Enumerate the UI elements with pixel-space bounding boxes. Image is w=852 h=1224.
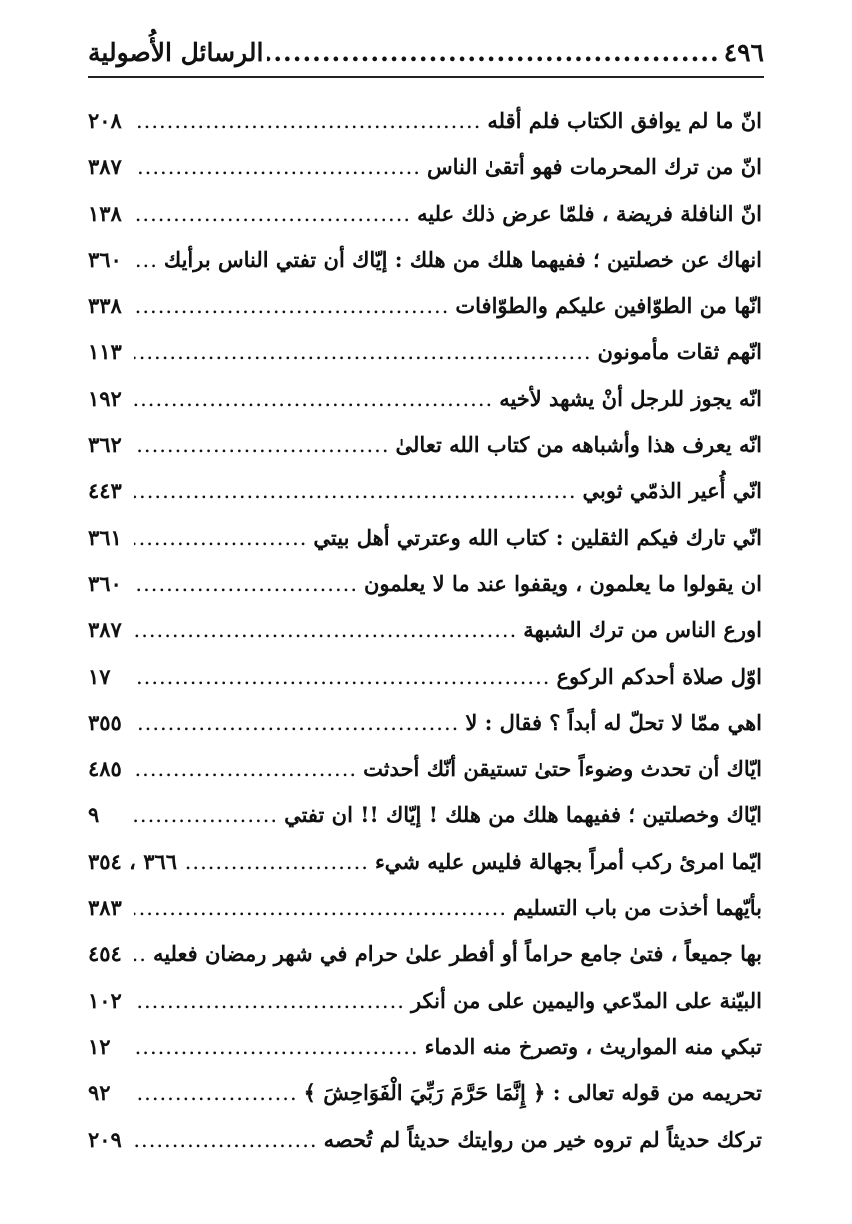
entry-text: البيّنة على المدّعي واليمين على من أنكر <box>410 987 762 1013</box>
entry-page-number: ١٣٨ <box>88 200 122 226</box>
entry-text: ان يقولوا ما يعلمون ، ويقفوا عند ما لا يعلمون <box>364 570 762 596</box>
index-entry <box>88 941 762 987</box>
entry-page-number: ٣٣٨ <box>88 293 122 319</box>
entry-text: انّ ما لم يوافق الكتاب فلم أقله <box>487 108 762 133</box>
entry-text: انّ النافلة فريضة ، فلمّا عرض ذلك عليه <box>417 200 762 226</box>
entry-page-number: ٣٦٠ <box>88 246 122 272</box>
leader-dots <box>134 618 517 642</box>
leader-dots <box>134 942 147 966</box>
entry-text: انهاك عن خصلتين ؛ ففيهما هلك من هلك : إيّاك أن تفتي الناس برأيك <box>163 246 762 272</box>
index-entry <box>88 108 762 154</box>
index-entry <box>88 1080 762 1126</box>
leader-dots <box>134 248 158 272</box>
index-entry <box>88 432 762 478</box>
index-entry <box>88 802 762 848</box>
entry-page-number: ٣٨٧ <box>88 154 122 180</box>
entry-text: اوّل صلاة أحدكم الركوع <box>556 663 762 689</box>
entry-text: انّي تارك فيكم الثقلين : كتاب الله وعترتي أهل بيتي <box>313 524 762 550</box>
entry-text: انّهم ثقات مأمونون <box>597 339 762 365</box>
leader-dots <box>134 479 577 503</box>
entry-page-number: ١٧ <box>88 663 111 689</box>
leader-dots <box>134 340 592 364</box>
index-entry <box>88 571 762 617</box>
leader-dots <box>134 572 358 596</box>
entry-text: اورع الناس من ترك الشبهة <box>523 617 762 643</box>
entry-text: انّه يجوز للرجل أنْ يشهد لأخيه <box>499 385 762 411</box>
entry-text: تركك حديثاً لم تروه خير من روايتك حديثاً لم تُحصه <box>323 1126 762 1152</box>
entry-page-number: ٣٦٦ ، ٣٥٤ <box>88 848 178 874</box>
entry-text: ايّما امرئ ركب أمراً بجهالة فليس عليه شيء <box>374 848 762 874</box>
leader-dots <box>134 155 421 179</box>
entry-text: تحريمه من قوله تعالى : ﴿ إِنَّمَا حَرَّمَ رَبِّيَ الْفَوَاحِشَ ﴾ <box>303 1080 762 1106</box>
entry-text: ايّاك أن تحدث وضوءاً حتىٰ تستيقن أنّك أحدثت <box>363 756 762 782</box>
leader-dots <box>134 109 481 133</box>
index-entry <box>88 710 762 756</box>
entry-text: انّه يعرف هذا وأشباهه من كتاب الله تعالىٰ <box>395 432 762 458</box>
leader-dots <box>134 989 405 1013</box>
leader-dots <box>134 711 459 735</box>
leader-dots <box>134 803 278 827</box>
entry-page-number: ١٠٢ <box>88 987 122 1013</box>
entry-page-number: ١٩٢ <box>88 385 122 411</box>
index-entry <box>88 201 762 247</box>
entry-text: ايّاك وخصلتين ؛ ففيهما هلك من هلك ! إيّاك !! ان تفتي <box>284 802 762 828</box>
running-title: الرسائل الأُصولية <box>88 38 264 67</box>
page-number: ٤٩٦ <box>723 38 764 67</box>
leader-dots <box>134 757 357 781</box>
index-entry <box>88 478 762 524</box>
index-entry <box>88 293 762 339</box>
leader-dots <box>183 850 369 874</box>
entry-page-number: ٤٤٣ <box>88 478 122 504</box>
entry-page-number: ٣٦١ <box>88 524 122 550</box>
entry-text: انّ من ترك المحرمات فهو أتقىٰ الناس <box>426 154 762 180</box>
entry-page-number: ٣٦٠ <box>88 570 122 596</box>
leader-dots <box>267 38 719 67</box>
index-entry <box>88 339 762 385</box>
leader-dots <box>134 294 449 318</box>
leader-dots <box>134 665 550 689</box>
entry-page-number: ١١٣ <box>88 339 122 365</box>
leader-dots <box>134 896 507 920</box>
entry-page-number: ٢٠٨ <box>88 108 122 133</box>
leader-dots <box>134 433 390 457</box>
index-entry <box>88 988 762 1034</box>
entry-text: انّها من الطوّافين عليكم والطوّافات <box>455 293 762 319</box>
leader-dots <box>134 1128 318 1152</box>
leader-dots <box>134 1035 419 1059</box>
index-entry <box>88 154 762 200</box>
leader-dots <box>134 202 411 226</box>
entry-page-number: ٣٥٥ <box>88 709 122 735</box>
entry-page-number: ٩ <box>88 802 100 828</box>
entry-text: اهي ممّا لا تحلّ له أبداً ؟ فقال : لا <box>465 709 762 735</box>
index-entry <box>88 849 762 895</box>
index-entry <box>88 756 762 802</box>
index-entry <box>88 525 762 571</box>
index-entry <box>88 386 762 432</box>
index-entry <box>88 617 762 663</box>
entry-page-number: ٤٥٤ <box>88 941 122 967</box>
leader-dots <box>134 526 307 550</box>
entry-page-number: ٣٦٢ <box>88 432 122 458</box>
entry-page-number: ٤٨٥ <box>88 756 122 782</box>
entry-page-number: ٣٨٧ <box>88 617 122 643</box>
index-entry <box>88 895 762 941</box>
leader-dots <box>134 387 493 411</box>
entry-text: تبكي منه المواريث ، وتصرخ منه الدماء <box>424 1033 762 1059</box>
index-entry <box>88 664 762 710</box>
entry-page-number: ١٢ <box>88 1033 111 1059</box>
entry-page-number: ٢٠٩ <box>88 1126 122 1152</box>
index-entry <box>88 247 762 293</box>
entry-page-number: ٩٢ <box>88 1080 111 1106</box>
index-list <box>88 108 762 1173</box>
leader-dots <box>134 1081 298 1105</box>
entry-page-number: ٣٨٣ <box>88 895 122 921</box>
entry-text: انّي أُعير الذمّي ثوبي <box>582 478 762 504</box>
page-header <box>88 38 764 78</box>
index-entry <box>88 1034 762 1080</box>
entry-text: بأيّهما أخذت من باب التسليم <box>513 895 762 921</box>
entry-text: بها جميعاً ، فتىٰ جامع حراماً أو أفطر علىٰ حرام في شهر رمضان فعليه <box>152 941 762 967</box>
index-entry <box>88 1127 762 1173</box>
